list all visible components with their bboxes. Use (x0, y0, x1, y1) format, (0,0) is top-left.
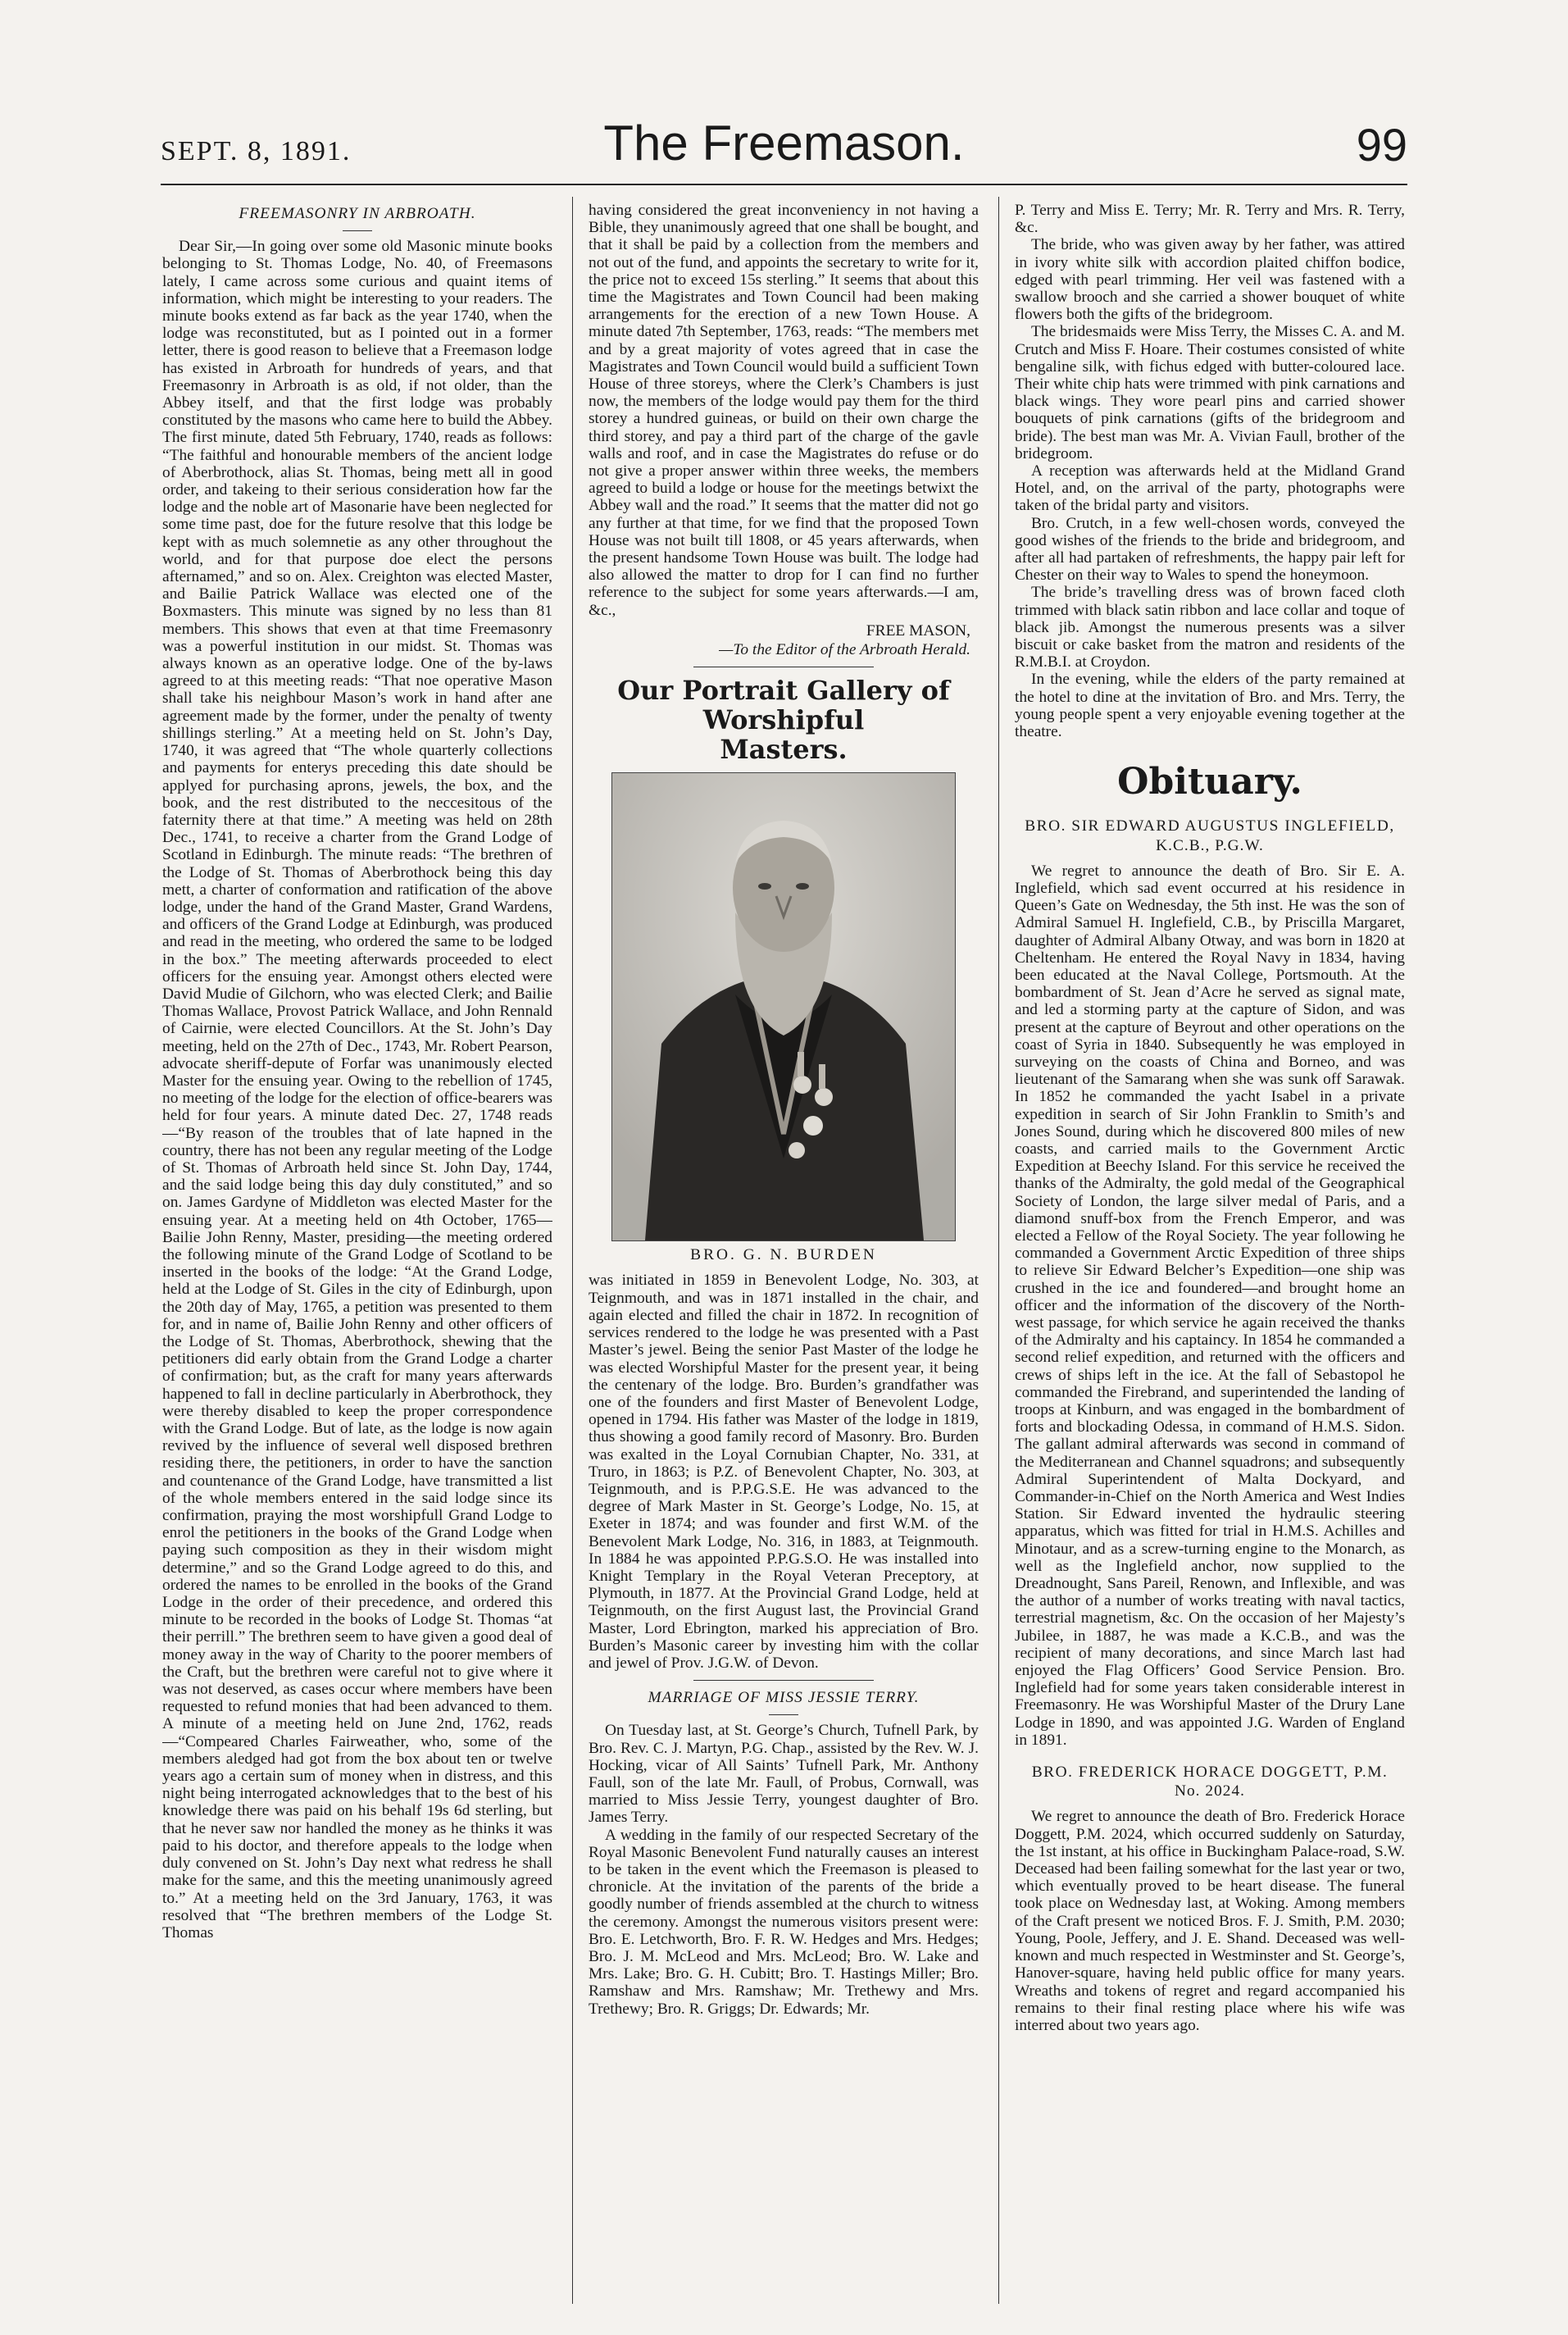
newspaper-title: The Freemason. (603, 116, 965, 171)
gallery-title-line-2: Masters. (720, 734, 848, 766)
obituary-title: Obituary. (1117, 761, 1302, 803)
article-paragraph: having considered the great inconveniency in not having a Bible, they unanimously agreed that one shall be bought, and that it shall be paid by a collection from the members and not out of the fund, and appoints the secretary to write for it, the price not to exceed 15s sterling.” It seems that about this time the Magistrates and Town Council had been making arrangements for the erection of a new Town House. A minute dated 7th September, 1763, reads: “The members met and by a great majority of votes agreed that in case the Magistrates and Town Council would build a sufficient Town House of three storeys, where the Clerk’s Chambers is just now, the members of the lodge would pay them for the third storey a hundred guineas, or build on their own charge the third storey, and pay a third part of the charge of the gavle walls and roof, and in case the Magistrates do refuse or do not give a proper answer within three weeks, the members agreed to build a lodge or house for the meetings betwixt the Abbey wall and the road.” It seems that the matter did not go any further at that time, for we find that the proposed Town House was not built till 1808, or 45 years afterwards, when the present handsome Town House was built. The lodge had also allowed the matter to drop for I can find no further reference to the subject for some years afterwards.—I am, &c., (589, 202, 979, 619)
article-paragraph: was initiated in 1859 in Benevolent Lodge, No. 303, at Teignmouth, and was in 1871 installed in the chair, and again elected and filled the chair in 1872. In recognition of services rendered to the lodge he was presented with a Past Master’s jewel. Being the senior Past Master of the lodge he was elected Worshipful Master for the present year, it being the centenary of the lodge. Bro. Burden’s grandfather was one of the founders and first Master of Benevolent Lodge, opened in 1794. His father was Master of the lodge in 1819, thus showing a good family record of Masonry. Bro. Burden was exalted in the Loyal Cornubian Chapter, No. 331, at Truro, in 1863; is P.Z. of Benevolent Chapter, No. 303, at Teignmouth, and is P.P.G.S.E. He was advanced to the degree of Mark Master in St. George’s Lodge, No. 15, at Exeter in 1874; and was founder and first W.M. of the Benevolent Mark Lodge, No. 316, in 1883, at Teignmouth. In 1884 he was appointed P.P.G.S.O. He was installed into Knight Templary in the Royal Veteran Preceptory, at Plymouth, in 1877. At the Provincial Grand Lodge, held at Teignmouth, on the first August last, the Provincial Grand Master, Lord Ebrington, marked his appreciation of Bro. Burden’s Masonic career by investing him with the collar and jewel of Prov. J.G.W. of Devon. (589, 1272, 979, 1672)
article-paragraph: We regret to announce the death of Bro. Frederick Horace Doggett, P.M. 2024, which occurred suddenly on Saturday, the 1st instant, at his office in Buckingham Palace-road, S.W. Deceased had been failing somewhat for the last year or two, which eventually proved to be heart disease. The funeral took place on Wednesday last, at Woking. Among members of the Craft present we noticed Bros. F. J. Smith, P.M. 2030; Young, Poole, Jeffery, and J. E. Shand. Deceased was well-known and much respected in Westminster and St. George’s, Hanover-square, having held public office for many years. Wreaths and tokens of regret and regard accompanied his remains to their final resting place where his wife was interred about two years ago. (1015, 1808, 1405, 2034)
gallery-title-line-1: Our Portrait Gallery of Worshipful (617, 675, 950, 736)
column-3 (1015, 202, 1405, 2301)
portrait-photo (611, 772, 956, 1241)
heading-rule (769, 1714, 798, 1715)
article-paragraph: In the evening, while the elders of the party remained at the hotel to dine at the invitation of Bro. and Mrs. Terry, the young people spent a very enjoyable evening together at the theatre. (1015, 671, 1405, 741)
article-heading-marriage: MARRIAGE OF MISS JESSIE TERRY. (648, 1689, 920, 1707)
column-divider-2 (998, 197, 999, 2304)
obituary-rank-doggett: No. 2024. (1174, 1782, 1246, 1800)
article-paragraph: P. Terry and Miss E. Terry; Mr. R. Terry and Mrs. R. Terry, &c. (1015, 202, 1405, 237)
article-heading-freemasonry-arbroath: FREEMASONRY IN ARBROATH. (239, 205, 476, 222)
letter-signature: FREE MASON, (866, 621, 970, 640)
column-divider-1 (572, 197, 573, 2304)
column-2 (589, 202, 979, 2301)
article-paragraph: The bride, who was given away by her father, was attired in ivory white silk with accordion plaited chiffon bodice, edged with pearl trimming. Her veil was fastened with a swallow brooch and she carried a shower bouquet of white flowers both the gifts of the bridegroom. (1015, 236, 1405, 324)
heading-rule (343, 230, 372, 231)
article-paragraph: The bridesmaids were Miss Terry, the Misses C. A. and M. Crutch and Miss F. Hoare. Their costumes consisted of white bengaline silk, with fichus edged with butter-coloured lace. Their white chip hats were trimmed with pink carnations and black wings. They wore pearl pins and carried shower bouquets of pink carnations (gifts of the bridegroom and bride). The best man was Mr. A. Vivian Faull, brother of the bridegroom. (1015, 323, 1405, 462)
portrait-illustration (612, 773, 955, 1240)
portrait-caption: BRO. G. N. BURDEN (690, 1246, 877, 1264)
letter-addressee: —To the Editor of the Arbroath Herald. (719, 641, 970, 659)
gallery-title (589, 676, 979, 764)
article-paragraph: Bro. Crutch, in a few well-chosen words, conveyed the good wishes of the friends to the bride and bridegroom, and after all had partaken of refreshments, the happy pair left for Chester on their way to Wales to spend the honeymoon. (1015, 514, 1405, 585)
article-paragraph: Dear Sir,—In going over some old Masonic minute books belonging to St. Thomas Lodge, No. 40, of Freemasons lately, I came across some curious and quaint items of information, which might be interesting to your readers. The minute books extend as far back as the year 1740, when the lodge was reconstituted, but as I pointed out in a former letter, there is good reason to believe that a Freemason lodge has existed in Arbroath for hundreds of years, and that Freemasonry in Arbroath is as old, if not older, than the Abbey itself, and that the first lodge was probably constituted by the masons who came here to build the Abbey. The first minute, dated 5th February, 1740, reads as follows: “The faithful and honourable members of the ancient lodge of Aberbrothock, alias St. Thomas, being mett all in good order, and takeing to their serious consideration how far the lodge and the noble art of Masonarie have been neglected for some time past, doe for the future resolve that this lodge be kept with as much solemnetie as any other throughout the world, and for that purpose doe elect the persons afternamed,” and so on. Alex. Creighton was elected Master, and Bailie Patrick Wallace was elected one of the Boxmasters. This minute was signed by no less than 81 members. This shows that even at that time Freemasonry was a powerful institution in our midst. St. Thomas was always known as an operative lodge. One of the by-laws agreed to at this meeting reads: “That noe operative Mason shall take his neighbour Mason’s work in hand after ane agreement made by the former, under the penalty of twenty shillings sterling.” At a meeting held on St. John’s Day, 1740, it was agreed that “The whole quarterly collections and payments for enterys preceding this date should be applyed for purchasing aprons, jewels, the box, and the book, and the rest distributed to the neccesitous of the faternity there at that time.” A meeting was held on 28th Dec., 1741, to receive a charter from the Grand Lodge of Scotland in Edinburgh. The minute reads: “The brethren of the Lodge of St. Thomas of Aberbrothock being this day mett, a charter of conformation and ratification of the above lodge, under the hand of the Grand Master, Grand Wardens, and officers of the Grand Lodge at Edinburgh, was produced and read in the meeting, who ordered the same to be lodged in the box.” The meeting afterwards proceeded to elect officers for the ensuing year. Amongst others elected were David Mudie of Gilchorn, who was elected Clerk; and Bailie Thomas Wallace, Provost Patrick Wallace, and John Rennald of Cairnie, were elected Councillors. At the St. John’s Day meeting, held on the 27th of Dec., 1743, Mr. Robert Pearson, advocate sheriff-depute of Forfar was unanimously elected Master for the ensuing year. Owing to the rebellion of 1745, no meeting of the lodge for the election of office-bearers was held for four years. A minute dated Dec. 27, 1748 reads—“By reason of the troubles that of late hapned in the country, there has not been any regular meeting of the Lodge of St. Thomas of Arbroath held since St. John Day, 1744, and the said lodge being this day duly constituted,” and so on. James Gardyne of Middleton was elected Master for the ensuing year. At a meeting held on 4th October, 1765—Bailie John Renny, Master, presiding—the meeting ordered the following minute of the Grand Lodge of Scotland to be inserted in the books of the lodge: “At the Grand Lodge, held at the Lodge of St. Giles in the city of Edinburgh, upon the 20th day of May, 1765, a petition was presented to them for, and in name of, Bailie John Renny and other officers of the Lodge of St. Thomas, Aberbrothock, shewing that the petitioners did early obtain from the Grand Lodge a charter of confirmation; but, as the craft for many years afterwards happened to fall in decline particularly in Aberbrothock, they were thereby disabled to keep the proper correspondence with the Grand Lodge. But of late, as the lodge is now again revived by the influence of several well disposed brethren residing there, the petitioners, in order to have the sanction and countenance of the Grand Lodge, have transmitted a list of the whole members entered in the said lodge since its confirmation, praying the most worshipfull Grand Lodge to enrol the petitioners in the books of the Grand Lodge when paying such composition as they in their wisdom might determine,” and so the Grand Lodge agreed to do this, and ordered the names to be enrolled in the books of the Grand Lodge in the order of their precedence, and ordered this minute to be recorded in the books of Lodge St. Thomas “at their perrill.” The brethren seem to have given a good deal of money away in the way of Charity to the poorer members of the Craft, but the brethren were careful not to give where it was not deserved, as cases occur where members have been requested to refund monies that had been advanced to them. A minute of a meeting held on June 2nd, 1762, reads—“Compeared Charles Fairweather, who, some of the members aledged had got from the box about ten or twelve years ago a certain sum of money when in distress, and this night being interrogated acknowledges that to the best of his knowledge there was paid on his behalf 19s 6d sterling, but that he never saw nor handled the money as he thinks it was paid to his doctor, and therefore appeals to the lodge when duly convened on St. John’s Day next what redress he shall make for the same, and this the meeting unanimously agreed to.” At a meeting held on the 3rd January, 1763, it was resolved that “The brethren members of the Lodge St. Thomas (162, 238, 552, 1941)
issue-date: SEPT. 8, 1891. (161, 136, 352, 166)
article-paragraph: A reception was afterwards held at the Midland Grand Hotel, and, on the arrival of the party, photographs were taken of the bridal party and visitors. (1015, 462, 1405, 515)
masthead-rule (161, 184, 1407, 185)
article-paragraph: The bride’s travelling dress was of brown faced cloth trimmed with black satin ribbon and lace collar and toque of black jib. Amongst the numerous presents was a silver biscuit or cake basket from the matron and residents of the R.M.B.I. at Croydon. (1015, 584, 1405, 671)
section-separator (693, 1680, 874, 1681)
column-1 (162, 202, 552, 2301)
page-number: 99 (1356, 119, 1407, 171)
obituary-name-inglefield: BRO. SIR EDWARD AUGUSTUS INGLEFIELD, (1025, 817, 1395, 835)
article-paragraph: On Tuesday last, at St. George’s Church, Tufnell Park, by Bro. Rev. C. J. Martyn, P.G. Chap., assisted by the Rev. W. J. Hocking, vicar of All Saints’ Tufnell Park, Mr. Anthony Faull, son of the late Mr. Faull, of Probus, Cornwall, was married to Miss Jessie Terry, youngest daughter of Bro. James Terry. (589, 1722, 979, 1827)
obituary-rank-inglefield: K.C.B., P.G.W. (1156, 836, 1264, 854)
obituary-name-doggett: BRO. FREDERICK HORACE DOGGETT, P.M. (1031, 1764, 1388, 1782)
masthead (161, 115, 1407, 180)
article-paragraph: A wedding in the family of our respected Secretary of the Royal Masonic Benevolent Fund naturally causes an interest to be taken in the event which the Freemason is pleased to chronicle. At the invitation of the parents of the bride a goodly number of friends assembled at the church to witness the ceremony. Amongst the numerous visitors present were: Bro. E. Letchworth, Bro. F. R. W. Hedges and Mrs. Hedges; Bro. J. M. McLeod and Mrs. McLeod; Bro. W. Lake and Mrs. Lake; Bro. G. H. Cubitt; Bro. T. Hastings Miller; Bro. Ramshaw and Mrs. Ramshaw; Mr. Trethewy and Mrs. Trethewy; Bro. R. Griggs; Dr. Edwards; Mr. (589, 1826, 979, 2018)
article-paragraph: We regret to announce the death of Bro. Sir E. A. Inglefield, which sad event occurred at his residence in Queen’s Gate on Wednesday, the 5th inst. He was the son of Admiral Samuel H. Inglefield, C.B., by Priscilla Margaret, daughter of Admiral Albany Otway, and was born in 1820 at Cheltenham. He entered the Royal Navy in 1834, having been educated at the Naval College, Portsmouth. At the bombardment of St. Jean d’Acre he served as signal mate, and led a storming party at the capture of Sidon, and was present at the capture of Beyrout and other operations on the coast of Syria in 1840. Subsequently he was employed in surveying on the coasts of China and Borneo, and was lieutenant of the Samarang when she was sunk off Sarawak. In 1852 he commanded the yacht Isabel in a private expedition in search of Sir John Franklin to Smith’s and Jones Sound, during which he discovered 800 miles of new coasts, and carried mails to the Government Arctic Expedition at Beechy Island. For this service he received the thanks of the Admiralty, the gold medal of the Geographical Society of London, the large silver medal of Paris, and a diamond snuff-box from the French Emperor, and was elected a Fellow of the Royal Society. The year following he commanded a Government Arctic Expedition of three ships to relieve Sir Edward Belcher’s Expedition—one ship was crushed in the ice and foundered—and brought home an officer and the information of the discovery of the North-west passage, for which service he again received the thanks of the Admiralty and his captaincy. In 1854 he commanded a second relief expedition, and returned with the officers and crews of ships left in the ice. At the fall of Sebastopol he commanded the Firebrand, and superintended the landing of troops at Kinburn, and was engaged in the bombardment of forts and blockading Odessa, in command of H.M.S. Sidon. The gallant admiral afterwards was second in command of the Mediterranean and Channel squadrons; and subsequently Admiral Superintendent of Malta Dockyard, and Commander-in-Chief on the North America and West Indies Station. Sir Edward invented the hydraulic steering apparatus, which was fitted for trial in H.M.S. Achilles and Minotaur, and as a screw-turning engine to the Monarch, as well as the Inglefield anchor, now supplied to the Dreadnought, Sans Pareil, Renown, and Inflexible, and was the author of a number of works treating with naval tactics, terrestrial magnetism, &c. On the occasion of her Majesty’s Jubilee, in 1887, he was made a K.C.B., and was the recipient of many decorations, and since March last had enjoyed the Flag Officers’ Good Service Pension. Bro. Inglefield had for some years taken considerable interest in Freemasonry. He was Worshipful Master of the Drury Lane Lodge in 1890, and was appointed J.G. Warden of England in 1891. (1015, 862, 1405, 1749)
